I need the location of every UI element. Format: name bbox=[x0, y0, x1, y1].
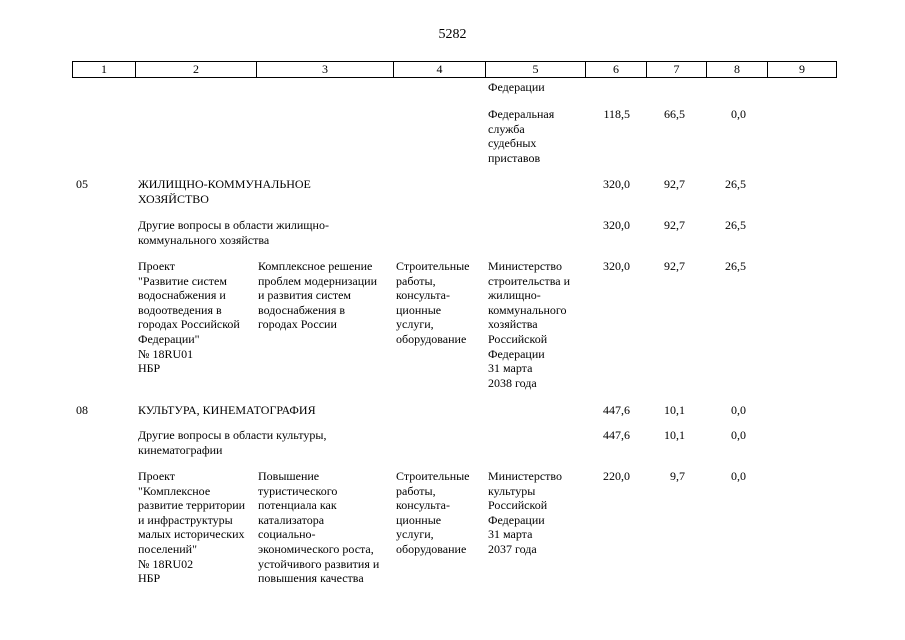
value-col7: 9,7 bbox=[670, 469, 685, 483]
value-col8: 26,5 bbox=[725, 218, 746, 232]
project-goal: Комплексное решение проблем модернизации и развития систем водоснабжения в городах России bbox=[258, 259, 377, 332]
project-name: Проект "Развитие систем водоснабжения и водоотведения в городах Российской Федерации" № 18RU01 НБР bbox=[138, 259, 240, 376]
agency-cell: Федеральная служба судебных приставов bbox=[488, 107, 555, 165]
agency-cell: Федерации bbox=[488, 80, 545, 94]
section-code: 05 bbox=[76, 177, 88, 191]
agency-cell: Министерство культуры Российской Федерации 31 марта 2037 года bbox=[488, 469, 562, 556]
value-col7: 10,1 bbox=[664, 428, 685, 442]
agency-cell: Министерство строительства и жилищно- коммунального хозяйства Российской Федерации 31 марта 2038 года bbox=[488, 259, 570, 390]
section-code: 08 bbox=[76, 403, 88, 417]
project-name: Проект "Комплексное развитие территории и инфраструктуры малых исторических поселений" № 18RU02 НБР bbox=[138, 469, 246, 586]
value-col6: 447,6 bbox=[603, 403, 630, 417]
section-title: КУЛЬТУРА, КИНЕМАТОГРАФИЯ bbox=[138, 403, 316, 417]
value-col8: 0,0 bbox=[731, 428, 746, 442]
value-col8: 26,5 bbox=[725, 177, 746, 191]
value-col7: 92,7 bbox=[664, 218, 685, 232]
value-col6: 320,0 bbox=[603, 218, 630, 232]
column-number-1: 1 bbox=[101, 62, 107, 76]
value-col7: 10,1 bbox=[664, 403, 685, 417]
value-col6: 320,0 bbox=[603, 259, 630, 273]
value-col6: 118,5 bbox=[603, 107, 630, 121]
value-col8: 0,0 bbox=[731, 469, 746, 483]
column-number-4: 4 bbox=[393, 62, 485, 77]
value-col6: 447,6 bbox=[603, 428, 630, 442]
value-col6: 320,0 bbox=[603, 177, 630, 191]
project-works: Строительные работы, консульта- ционные услуги, оборудование bbox=[396, 469, 470, 556]
value-col6: 220,0 bbox=[603, 469, 630, 483]
column-number-3: 3 bbox=[256, 62, 393, 77]
column-number-7: 7 bbox=[646, 62, 706, 77]
page-number: 5282 bbox=[438, 27, 467, 42]
section-title: ЖИЛИЩНО-КОММУНАЛЬНОЕ ХОЗЯЙСТВО bbox=[138, 177, 311, 206]
value-col8: 26,5 bbox=[725, 259, 746, 273]
column-number-2: 2 bbox=[135, 62, 256, 77]
column-number-9: 9 bbox=[767, 62, 836, 77]
value-col7: 92,7 bbox=[664, 259, 685, 273]
value-col8: 0,0 bbox=[731, 403, 746, 417]
column-number-6: 6 bbox=[585, 62, 646, 77]
project-works: Строительные работы, консульта- ционные услуги, оборудование bbox=[396, 259, 470, 346]
project-goal: Повышение туристического потенциала как катализатора социально- экономического роста, устойчивого развития и повышения качества bbox=[258, 469, 380, 586]
subsection-title: Другие вопросы в области культуры, кинематографии bbox=[138, 428, 327, 457]
value-col7: 92,7 bbox=[664, 177, 685, 191]
value-col7: 66,5 bbox=[664, 107, 685, 121]
value-col8: 0,0 bbox=[731, 107, 746, 121]
subsection-title: Другие вопросы в области жилищно- коммунального хозяйства bbox=[138, 218, 329, 247]
table-header-row bbox=[72, 61, 837, 78]
column-number-5: 5 bbox=[485, 62, 585, 77]
column-number-8: 8 bbox=[706, 62, 767, 77]
